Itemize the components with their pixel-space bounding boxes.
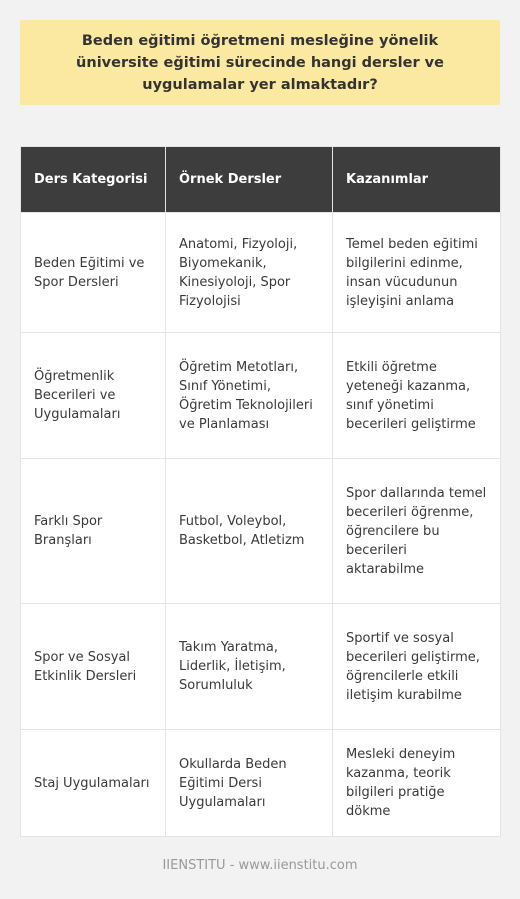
cell-courses: Anatomi, Fizyoloji, Biyomekanik, Kinesiyoloji, Spor Fizyolojisi bbox=[166, 213, 333, 333]
header-category: Ders Kategorisi bbox=[21, 147, 166, 213]
cell-category: Beden Eğitimi ve Spor Dersleri bbox=[21, 213, 166, 333]
question-title: Beden eğitimi öğretmeni mesleğine yönelik üniversite eğitimi sürecinde hangi dersler ve uygulamalar yer almaktadır? bbox=[76, 32, 444, 93]
header-outcomes: Kazanımlar bbox=[333, 147, 501, 213]
cell-category: Staj Uygulamaları bbox=[21, 730, 166, 837]
cell-category: Öğretmenlik Becerileri ve Uygulamaları bbox=[21, 333, 166, 459]
cell-outcomes: Temel beden eğitimi bilgilerini edinme, insan vücudunun işleyişini anlama bbox=[333, 213, 501, 333]
cell-outcomes: Mesleki deneyim kazanma, teorik bilgileri pratiğe dökme bbox=[333, 730, 501, 837]
cell-courses: Okullarda Beden Eğitimi Dersi Uygulamaları bbox=[166, 730, 333, 837]
cell-outcomes: Spor dallarında temel becerileri öğrenme, öğrencilere bu becerileri aktarabilme bbox=[333, 459, 501, 604]
cell-category: Spor ve Sosyal Etkinlik Dersleri bbox=[21, 604, 166, 730]
courses-table bbox=[20, 146, 501, 837]
header-courses: Örnek Dersler bbox=[166, 147, 333, 213]
question-box bbox=[20, 20, 500, 105]
footer-credit: IIENSTITU - www.iienstitu.com bbox=[162, 858, 358, 873]
cell-outcomes: Etkili öğretme yeteneği kazanma, sınıf yönetimi becerileri geliştirme bbox=[333, 333, 501, 459]
table-row bbox=[21, 213, 501, 333]
cell-courses: Öğretim Metotları, Sınıf Yönetimi, Öğretim Teknolojileri ve Planlaması bbox=[166, 333, 333, 459]
cell-courses: Futbol, Voleybol, Basketbol, Atletizm bbox=[166, 459, 333, 604]
table-row bbox=[21, 730, 501, 837]
cell-courses: Takım Yaratma, Liderlik, İletişim, Sorumluluk bbox=[166, 604, 333, 730]
table-row bbox=[21, 333, 501, 459]
table-row bbox=[21, 604, 501, 730]
table-header-row bbox=[21, 147, 501, 213]
table-row bbox=[21, 459, 501, 604]
cell-outcomes: Sportif ve sosyal becerileri geliştirme, öğrencilerle etkili iletişim kurabilme bbox=[333, 604, 501, 730]
cell-category: Farklı Spor Branşları bbox=[21, 459, 166, 604]
